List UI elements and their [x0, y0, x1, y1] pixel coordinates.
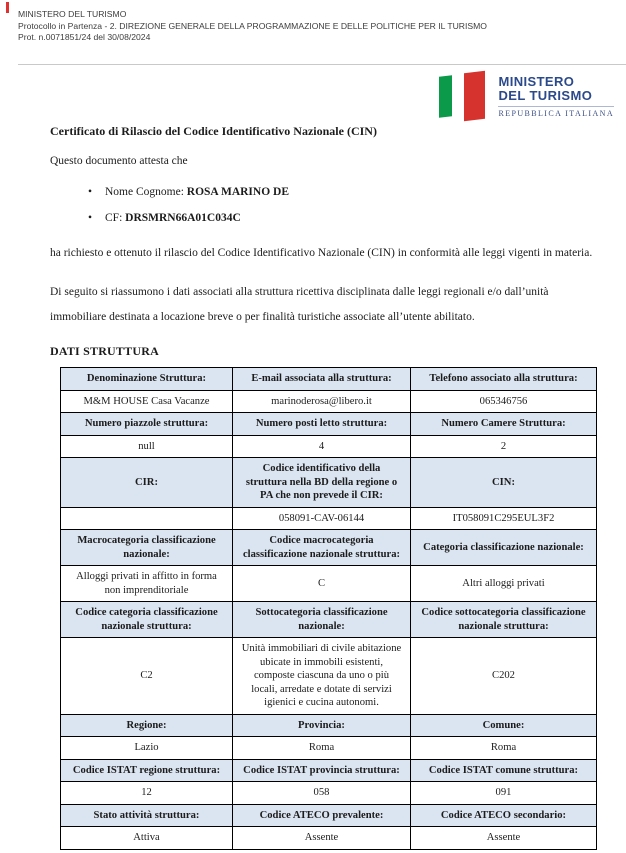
- table-cell: 4: [233, 435, 411, 458]
- bullet-item-name: [50, 179, 598, 205]
- table-cell: Macrocategoria classificazione nazionale:: [61, 530, 233, 566]
- ministry-logo: [431, 70, 614, 122]
- table-cell: Numero posti letto struttura:: [233, 413, 411, 436]
- table-cell: Provincia:: [233, 714, 411, 737]
- table-cell: Codice identificativo della struttura nella BD della regione o PA che non prevede il CIR:: [233, 458, 411, 508]
- table-cell: Lazio: [61, 737, 233, 760]
- table-cell: Alloggi privati in affitto in forma non imprenditoriale: [61, 566, 233, 602]
- table-value-row: [61, 737, 597, 760]
- table-cell: C: [233, 566, 411, 602]
- table-cell: Categoria classificazione nazionale:: [411, 530, 597, 566]
- table-header-row: [61, 759, 597, 782]
- table-header-row: [61, 413, 597, 436]
- table-cell: Denominazione Struttura:: [61, 368, 233, 391]
- bullet-value: DRSMRN66A01C034C: [125, 212, 241, 224]
- table-value-row: [61, 435, 597, 458]
- table-cell: Roma: [233, 737, 411, 760]
- bullet-item-cf: [50, 205, 598, 231]
- table-value-row: [61, 507, 597, 530]
- table-cell: Regione:: [61, 714, 233, 737]
- header-divider: [18, 64, 626, 65]
- table-cell: Codice ISTAT provincia struttura:: [233, 759, 411, 782]
- table-cell: C2: [61, 638, 233, 715]
- table-cell: M&M HOUSE Casa Vacanze: [61, 390, 233, 413]
- flag-green-panel: [439, 75, 452, 118]
- table-cell: Assente: [411, 827, 597, 850]
- bullet-value: ROSA MARINO DE: [186, 186, 290, 198]
- table-cell: Telefono associato alla struttura:: [411, 368, 597, 391]
- protocol-header: [18, 9, 487, 44]
- table-cell: 065346756: [411, 390, 597, 413]
- red-scan-mark: [6, 2, 9, 13]
- table-header-row: [61, 368, 597, 391]
- table-header-row: [61, 804, 597, 827]
- table-value-row: [61, 782, 597, 805]
- table-cell: 2: [411, 435, 597, 458]
- table-cell: Sottocategoria classificazione nazionale:: [233, 602, 411, 638]
- table-cell: Stato attività struttura:: [61, 804, 233, 827]
- table-cell: 12: [61, 782, 233, 805]
- table-cell: Attiva: [61, 827, 233, 850]
- protocol-line-number: Prot. n.0071851/24 del 30/08/2024: [18, 32, 151, 42]
- table-cell: IT058091C295EUL3F2: [411, 507, 597, 530]
- table-header-row: [61, 602, 597, 638]
- dati-struttura-table: [60, 367, 597, 850]
- paragraph-richiesta: ha richiesto e ottenuto il rilascio del Codice Identificativo Nazionale (CIN) in conformità alle leggi vigenti in materia.: [50, 247, 593, 259]
- table-cell: Numero piazzole struttura:: [61, 413, 233, 436]
- table-value-row: [61, 566, 597, 602]
- table-cell: CIR:: [61, 458, 233, 508]
- bullet-label: CF:: [105, 212, 126, 224]
- table-value-row: [61, 390, 597, 413]
- table-cell: CIN:: [411, 458, 597, 508]
- table-cell: Roma: [411, 737, 597, 760]
- table-cell: Codice categoria classificazione nazionale struttura:: [61, 602, 233, 638]
- table-cell: Codice ISTAT regione struttura:: [61, 759, 233, 782]
- bullet-label: Nome Cognome:: [105, 186, 187, 198]
- table-cell: 091: [411, 782, 597, 805]
- intro-text: Questo documento attesta che: [50, 155, 188, 167]
- table-cell: Codice ATECO secondario:: [411, 804, 597, 827]
- table-cell: Codice sottocategoria classificazione nazionale struttura:: [411, 602, 597, 638]
- table-value-row: [61, 827, 597, 850]
- bullet-list: [50, 179, 598, 231]
- table-cell: Altri alloggi privati: [411, 566, 597, 602]
- table-cell: Codice ATECO prevalente:: [233, 804, 411, 827]
- italian-flag-icon: [431, 70, 489, 122]
- section-heading-dati-struttura: DATI STRUTTURA: [50, 344, 159, 358]
- table-value-row: [61, 638, 597, 715]
- table-cell: Codice ISTAT comune struttura:: [411, 759, 597, 782]
- table-cell: C202: [411, 638, 597, 715]
- table-cell: Assente: [233, 827, 411, 850]
- table-cell: marinoderosa@libero.it: [233, 390, 411, 413]
- logo-subtitle: REPUBBLICA ITALIANA: [498, 106, 614, 118]
- table-cell: null: [61, 435, 233, 458]
- flag-red-panel: [464, 71, 485, 122]
- logo-title-line2: DEL TURISMO: [498, 87, 593, 103]
- table-header-row: [61, 458, 597, 508]
- logo-title-line1: MINISTERO: [498, 73, 575, 89]
- logo-text: [498, 75, 614, 118]
- table-cell: E-mail associata alla struttura:: [233, 368, 411, 391]
- table-cell: Comune:: [411, 714, 597, 737]
- table-cell: Unità immobiliari di civile abitazione ubicate in immobili esistenti, composte ciascuna da uno o più locali, arredate e dotate di servizi igienici e cucina autonomi.: [233, 638, 411, 715]
- page-title: Certificato di Rilascio del Codice Identificativo Nazionale (CIN): [50, 124, 377, 138]
- document-body: [50, 124, 598, 850]
- table-header-row: [61, 530, 597, 566]
- table-cell: 058091-CAV-06144: [233, 507, 411, 530]
- table-cell: Numero Camere Struttura:: [411, 413, 597, 436]
- table-cell: [61, 507, 233, 530]
- table-cell: 058: [233, 782, 411, 805]
- table-header-row: [61, 714, 597, 737]
- protocol-line-ministry: MINISTERO DEL TURISMO: [18, 9, 127, 19]
- protocol-line-department: Protocollo in Partenza - 2. DIREZIONE GENERALE DELLA PROGRAMMAZIONE E DELLE POLITICHE PER IL TURISMO: [18, 20, 487, 31]
- table-cell: Codice macrocategoria classificazione nazionale struttura:: [233, 530, 411, 566]
- paragraph-riassunto: Di seguito si riassumono i dati associati alla struttura ricettiva disciplinata dalle leggi regionali e/o dall’unità immobiliare destinata a locazione breve o per finalità turistiche associate all’utente abilitato.: [50, 286, 549, 323]
- table-body: [61, 368, 597, 850]
